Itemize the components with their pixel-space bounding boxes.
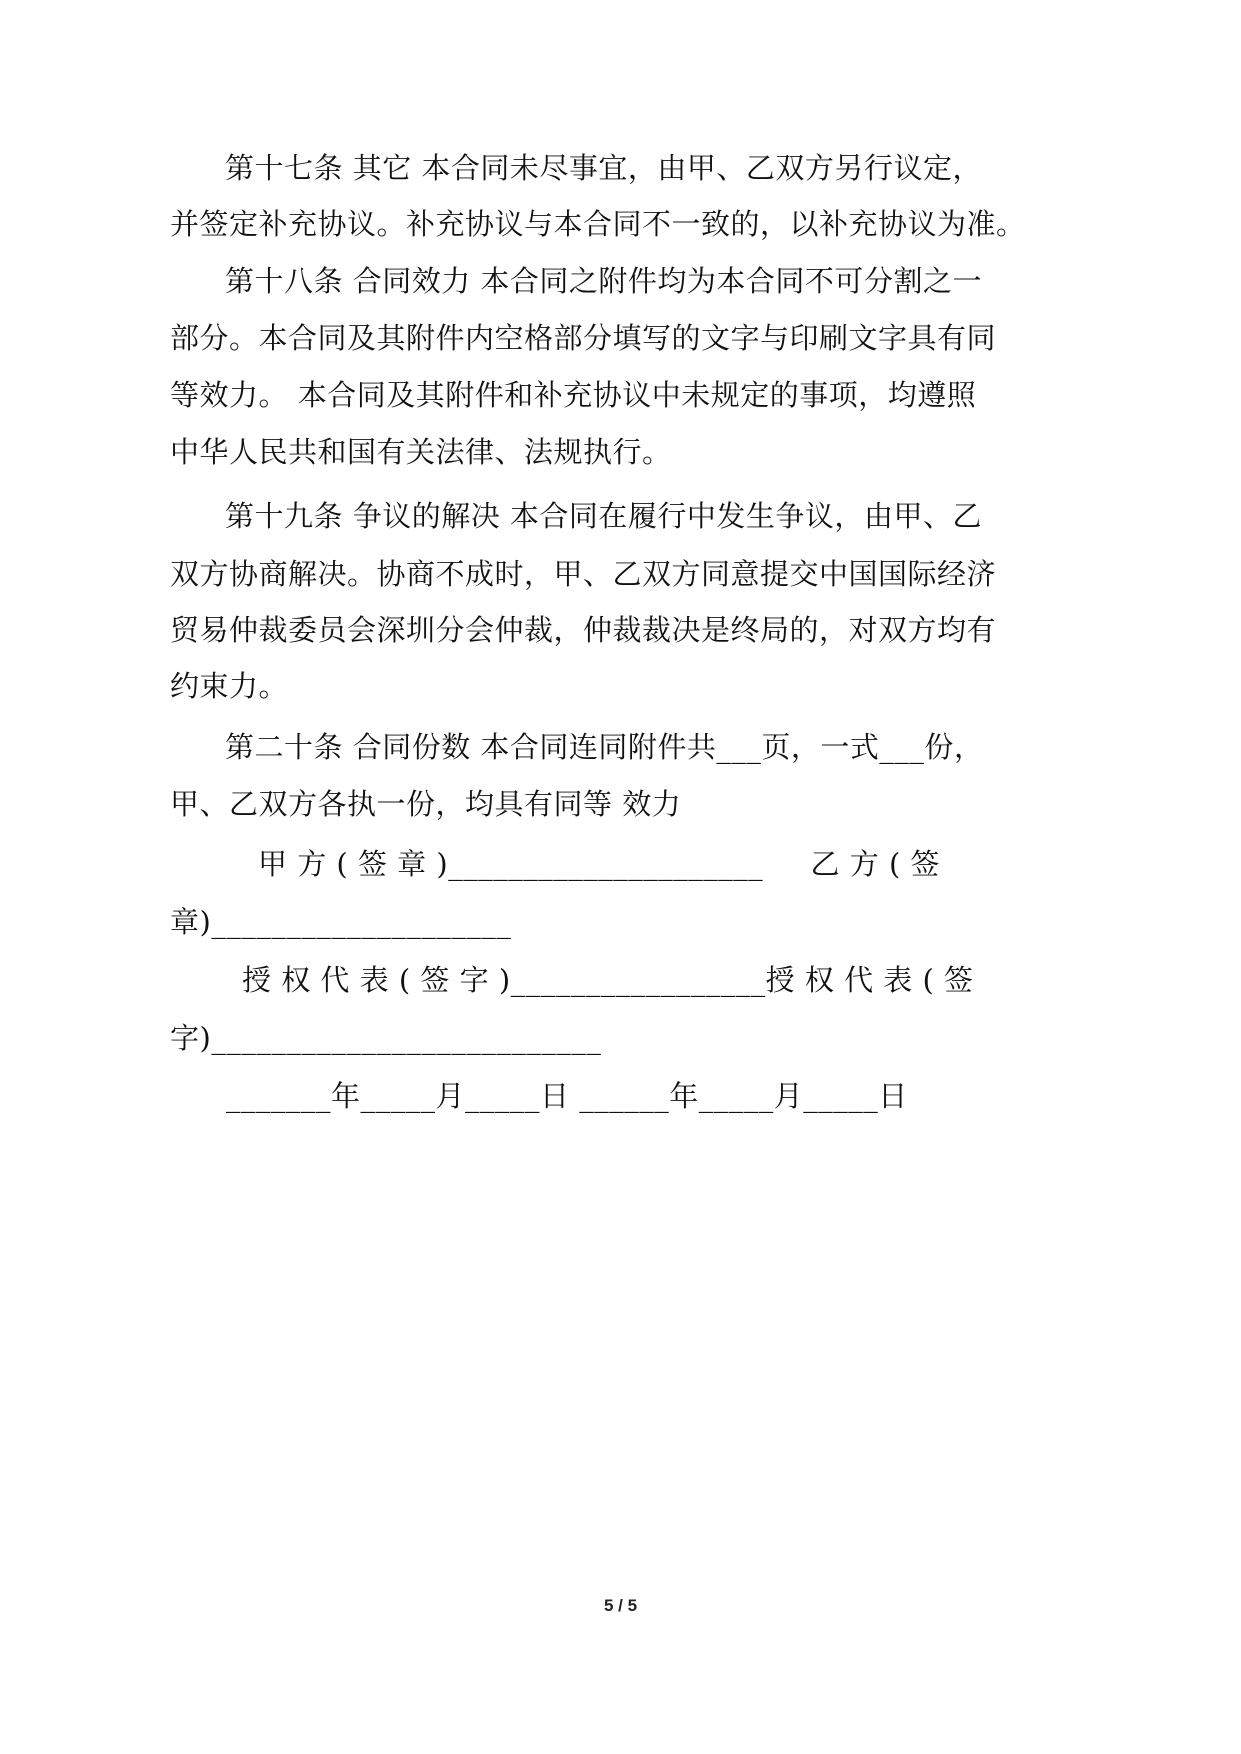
rep-b-signature-row bbox=[170, 1018, 601, 1058]
article-17-line-1: 第十七条 其它 本合同未尽事宜，由甲、乙双方另行议定， bbox=[225, 151, 982, 185]
rep-b-signature-blank: __________________________ bbox=[211, 1021, 602, 1055]
party-b-signature-row bbox=[170, 902, 511, 942]
article-19-line-1: 第十九条 争议的解决 本合同在履行中发生争议，由甲、乙 bbox=[225, 499, 982, 533]
party-b-label-end: 章) bbox=[170, 905, 212, 939]
party-b-signature-blank: ____________________ bbox=[211, 905, 512, 939]
article-20-line-2: 甲、乙双方各执一份，均具有同等 效力 bbox=[170, 787, 682, 821]
rep-a-signature-group bbox=[242, 960, 766, 1000]
article-17-line-2: 并签定补充协议。补充协议与本合同不一致的，以补充协议为准。 bbox=[170, 207, 1026, 241]
article-18-line-1: 第十八条 合同效力 本合同之附件均为本合同不可分割之一 bbox=[225, 264, 982, 298]
article-18-line-4: 中华人民共和国有关法律、法规执行。 bbox=[170, 435, 672, 469]
article-18-line-2: 部分。本合同及其附件内空格部分填写的文字与印刷文字具有同 bbox=[170, 321, 997, 355]
article-20-line-1: 第二十条 合同份数 本合同连同附件共___页，一式___份， bbox=[225, 730, 984, 764]
article-18-line-3: 等效力。 本合同及其附件和补充协议中未规定的事项，均遵照 bbox=[170, 378, 977, 412]
article-19-line-4: 约束力。 bbox=[170, 669, 289, 703]
party-a-label: 甲 方 ( 签 章 ) bbox=[258, 847, 449, 881]
rep-b-label-end: 字) bbox=[170, 1021, 212, 1055]
article-19-line-3: 贸易仲裁委员会深圳分会仲裁，仲裁裁决是终局的，对双方均有 bbox=[170, 613, 997, 647]
party-a-signature-blank: _____________________ bbox=[448, 847, 764, 881]
article-19-line-2: 双方协商解决。协商不成时，甲、乙双方同意提交中国国际经济 bbox=[170, 557, 997, 591]
representative-row bbox=[242, 960, 974, 1000]
date-line: _______年_____月_____日 ______年_____月_____日 bbox=[226, 1079, 908, 1113]
rep-a-signature-blank: _________________ bbox=[510, 963, 766, 997]
party-a-signature-group bbox=[258, 844, 763, 884]
party-b-label-start: 乙 方 ( 签 bbox=[810, 847, 940, 881]
signature-party-row bbox=[258, 844, 940, 884]
rep-a-label: 授 权 代 表 ( 签 字 ) bbox=[242, 963, 511, 997]
page-number: 5 / 5 bbox=[603, 1596, 638, 1615]
rep-b-label-start: 授 权 代 表 ( 签 bbox=[765, 963, 974, 997]
